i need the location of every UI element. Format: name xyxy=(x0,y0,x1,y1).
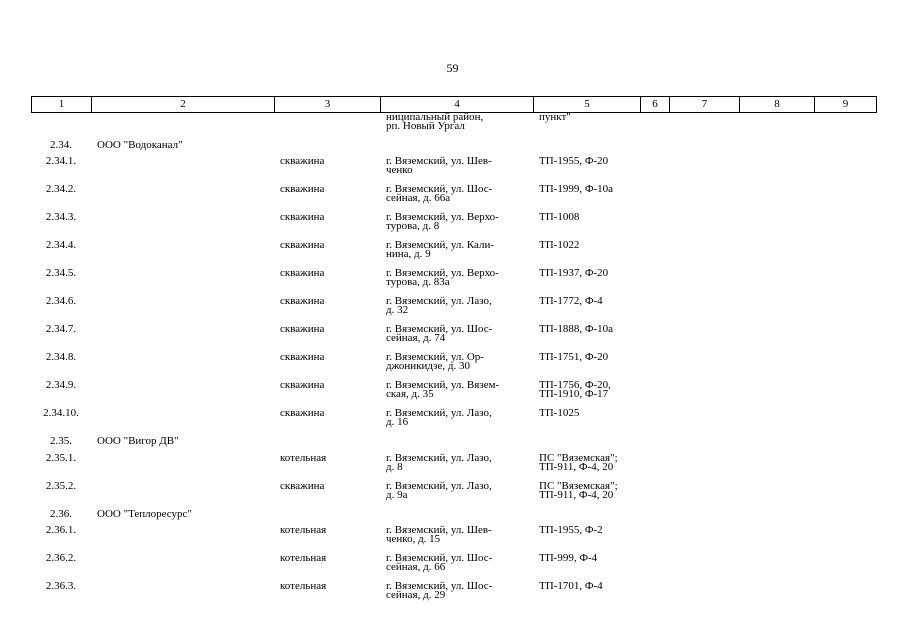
header-col-7: 7 xyxy=(670,97,740,113)
facility-address: г. Вяземский, ул. Лазо, д. 8 xyxy=(386,452,492,473)
power-source: ТП-1937, Ф-20 xyxy=(539,267,609,279)
power-source: ТП-1999, Ф-10а xyxy=(539,183,614,195)
facility-type: скважина xyxy=(280,211,325,223)
power-source: ПС "Вяземская"; ТП-911, Ф-4, 20 xyxy=(539,452,618,473)
power-source: ПС "Вяземская"; ТП-911, Ф-4, 20 xyxy=(539,480,618,501)
row-number: 2.34.5. xyxy=(45,267,77,279)
table-row xyxy=(0,113,905,141)
power-source: пункт" xyxy=(539,111,571,123)
row-number: 2.35.1. xyxy=(45,452,77,464)
table-row xyxy=(0,554,905,582)
organization-name: ООО "Вигор ДВ" xyxy=(97,435,179,447)
facility-address: г. Вяземский, ул. Шос- сейная, д. 29 xyxy=(386,580,493,601)
power-source: ТП-1756, Ф-20, ТП-1910, Ф-17 xyxy=(539,379,611,400)
facility-type: скважина xyxy=(280,323,325,335)
facility-address: г. Вяземский, ул. Вязем- ская, д. 35 xyxy=(386,379,500,400)
power-source: ТП-1772, Ф-4 xyxy=(539,295,603,307)
page-number: 59 xyxy=(446,61,459,75)
facility-address: г. Вяземский, ул. Кали- нина, д. 9 xyxy=(386,239,495,260)
facility-type: скважина xyxy=(280,183,325,195)
row-number: 2.34.9. xyxy=(45,379,77,391)
header-col-1: 1 xyxy=(32,97,92,113)
header-col-8: 8 xyxy=(740,97,815,113)
power-source: ТП-1008 xyxy=(539,211,580,223)
power-source: ТП-1025 xyxy=(539,407,580,419)
facility-address: г. Вяземский, ул. Ор- джоникидзе, д. 30 xyxy=(386,351,484,372)
table-row xyxy=(0,185,905,213)
facility-type: котельная xyxy=(280,580,327,592)
row-number: 2.34.10. xyxy=(43,407,79,419)
facility-type: скважина xyxy=(280,155,325,167)
row-number: 2.35. xyxy=(50,435,72,447)
table-row xyxy=(0,381,905,409)
facility-address: г. Вяземский, ул. Верхо- турова, д. 83а xyxy=(386,267,499,288)
row-number: 2.34.4. xyxy=(45,239,77,251)
row-number: 2.34.8. xyxy=(45,351,77,363)
facility-address: г. Вяземский, ул. Шос- сейная, д. 74 xyxy=(386,323,493,344)
power-source: ТП-1955, Ф-2 xyxy=(539,524,603,536)
header-col-2: 2 xyxy=(92,97,275,113)
header-col-4: 4 xyxy=(381,97,534,113)
power-source: ТП-1955, Ф-20 xyxy=(539,155,609,167)
table-row xyxy=(0,454,905,482)
facility-address: г. Вяземский, ул. Лазо, д. 9а xyxy=(386,480,492,501)
power-source: ТП-1888, Ф-10а xyxy=(539,323,614,335)
facility-type: скважина xyxy=(280,351,325,363)
header-col-5: 5 xyxy=(534,97,641,113)
table-row xyxy=(0,526,905,554)
row-number: 2.36.3. xyxy=(45,580,77,592)
power-source: ТП-1751, Ф-20 xyxy=(539,351,609,363)
facility-address: г. Вяземский, ул. Шос- сейная, д. 66 xyxy=(386,552,493,573)
row-number: 2.36.1. xyxy=(45,524,77,536)
facility-type: котельная xyxy=(280,552,327,564)
table-row xyxy=(0,213,905,241)
facility-type: скважина xyxy=(280,267,325,279)
table-row xyxy=(0,409,905,437)
table-row xyxy=(0,482,905,510)
header-col-3: 3 xyxy=(275,97,381,113)
facility-type: скважина xyxy=(280,295,325,307)
row-number: 2.34.1. xyxy=(45,155,77,167)
power-source: ТП-1022 xyxy=(539,239,580,251)
table-row xyxy=(0,353,905,381)
facility-type: скважина xyxy=(280,480,325,492)
facility-address: г. Вяземский, ул. Шев- ченко, д. 15 xyxy=(386,524,492,545)
power-source: ТП-1701, Ф-4 xyxy=(539,580,603,592)
facility-type: котельная xyxy=(280,452,327,464)
facility-address: г. Вяземский, ул. Шев- ченко xyxy=(386,155,492,176)
facility-address: ниципальный район, рп. Новый Ургал xyxy=(386,111,484,132)
table-row xyxy=(0,269,905,297)
facility-address: г. Вяземский, ул. Шос- сейная, д. 66а xyxy=(386,183,493,204)
row-number: 2.36. xyxy=(50,508,72,520)
row-number: 2.34.2. xyxy=(45,183,77,195)
power-source: ТП-999, Ф-4 xyxy=(539,552,598,564)
row-number: 2.35.2. xyxy=(45,480,77,492)
table-row xyxy=(0,325,905,353)
row-number: 2.36.2. xyxy=(45,552,77,564)
facility-type: скважина xyxy=(280,379,325,391)
table-row xyxy=(0,297,905,325)
facility-type: котельная xyxy=(280,524,327,536)
header-col-9: 9 xyxy=(815,97,877,113)
row-number: 2.34.6. xyxy=(45,295,77,307)
facility-address: г. Вяземский, ул. Верхо- турова, д. 8 xyxy=(386,211,499,232)
facility-type: скважина xyxy=(280,239,325,251)
row-number: 2.34.3. xyxy=(45,211,77,223)
facility-address: г. Вяземский, ул. Лазо, д. 16 xyxy=(386,407,492,428)
row-number: 2.34. xyxy=(50,139,72,151)
table-row xyxy=(0,157,905,185)
header-col-6: 6 xyxy=(641,97,670,113)
row-number: 2.34.7. xyxy=(45,323,77,335)
organization-name: ООО "Водоканал" xyxy=(97,139,183,151)
table-row xyxy=(0,241,905,269)
table-row xyxy=(0,582,905,610)
organization-name: ООО "Теплоресурс" xyxy=(97,508,192,520)
facility-type: скважина xyxy=(280,407,325,419)
facility-address: г. Вяземский, ул. Лазо, д. 32 xyxy=(386,295,492,316)
